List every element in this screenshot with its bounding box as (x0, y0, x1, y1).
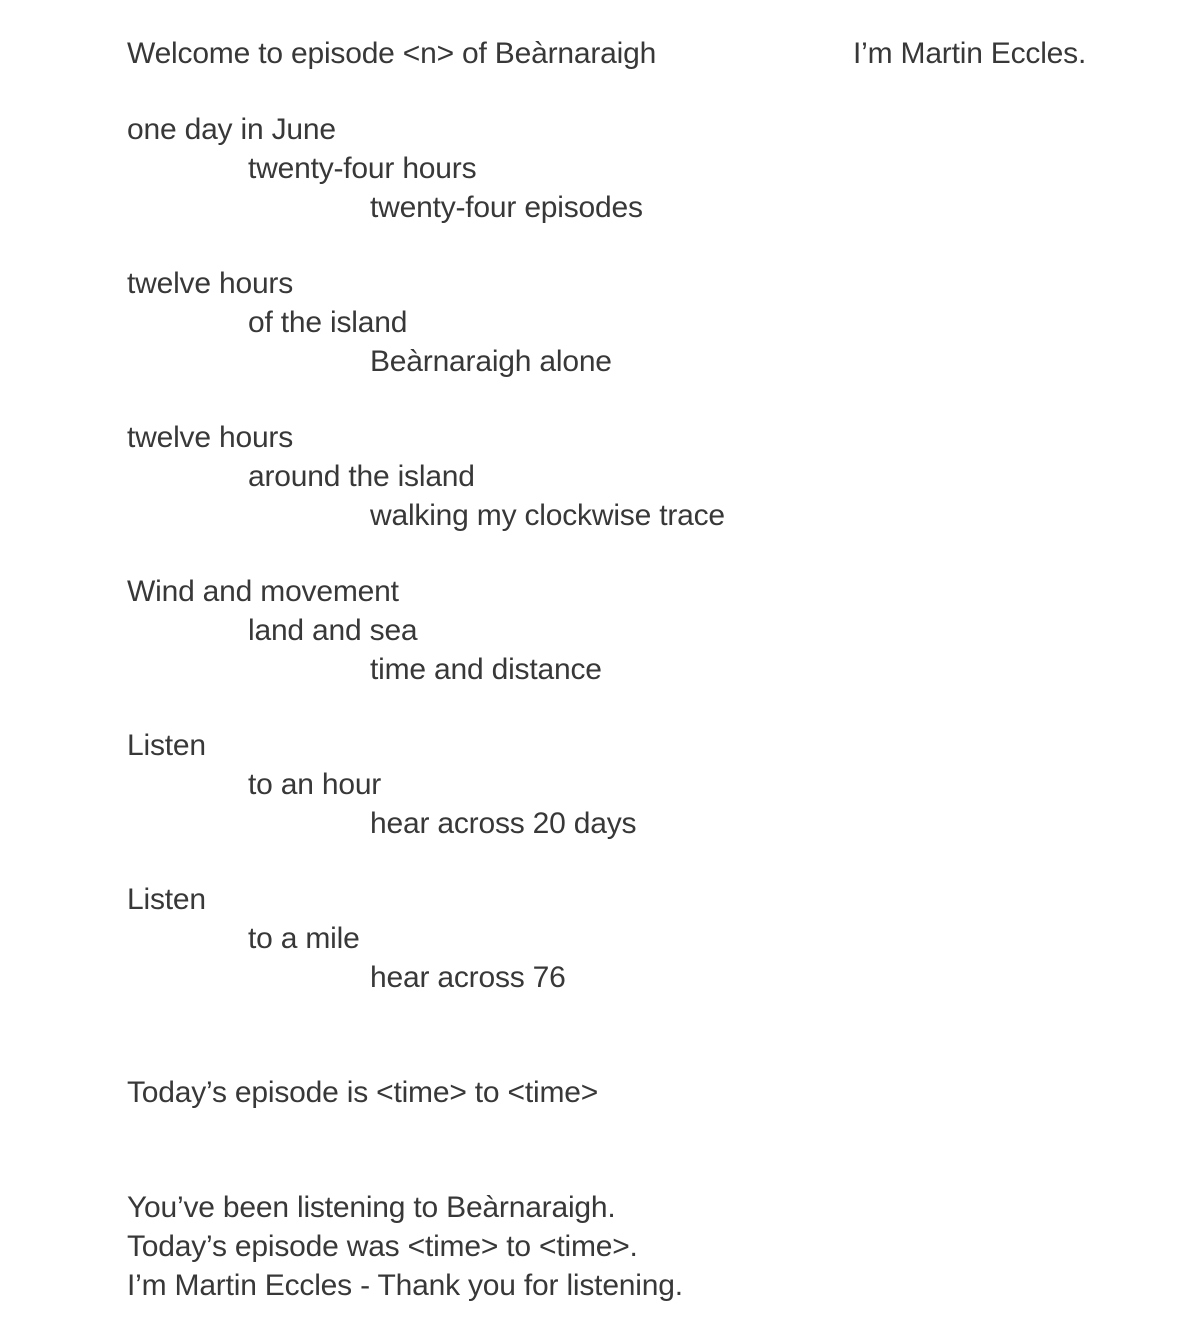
episode-time-line: Today’s episode is <time> to <time> (127, 1076, 599, 1109)
poem-line: hear across 20 days (370, 807, 637, 840)
header-line (127, 34, 1159, 73)
poem-line: Beàrnaraigh alone (370, 345, 612, 378)
stanza-twelve-hours-around (127, 418, 1159, 535)
stanza-twelve-hours-of (127, 264, 1159, 381)
poem-line: of the island (248, 306, 408, 339)
stanza-listen-mile (127, 880, 1159, 997)
stanza-one-day (127, 110, 1159, 227)
closing-line: Today’s episode was <time> to <time>. (127, 1230, 638, 1263)
poem-line: to a mile (248, 922, 360, 955)
stanza-wind-and-movement (127, 572, 1159, 689)
poem-line: one day in June (127, 113, 336, 146)
poem-line: twenty-four episodes (370, 191, 643, 224)
speaker-credit: I’m Martin Eccles. (853, 37, 1087, 70)
closing-line: I’m Martin Eccles - Thank you for listening. (127, 1269, 683, 1302)
poem-line: time and distance (370, 653, 602, 686)
poem-line: Listen (127, 883, 206, 916)
closing-line: You’ve been listening to Beàrnaraigh. (127, 1191, 616, 1224)
poem-line: Wind and movement (127, 575, 399, 608)
poem-line: Listen (127, 729, 206, 762)
poem-line: around the island (248, 460, 475, 493)
poem-line: land and sea (248, 614, 418, 647)
poem-line: twenty-four hours (248, 152, 477, 185)
closing-block (127, 1188, 1159, 1305)
poem-line: hear across 76 (370, 961, 566, 994)
poem-line: walking my clockwise trace (370, 499, 725, 532)
poem-line: to an hour (248, 768, 382, 801)
stanza-listen-hour (127, 726, 1159, 843)
poem-line: twelve hours (127, 421, 294, 454)
poem-line: twelve hours (127, 267, 294, 300)
welcome-text: Welcome to episode <n> of Beàrnaraigh (127, 37, 657, 70)
